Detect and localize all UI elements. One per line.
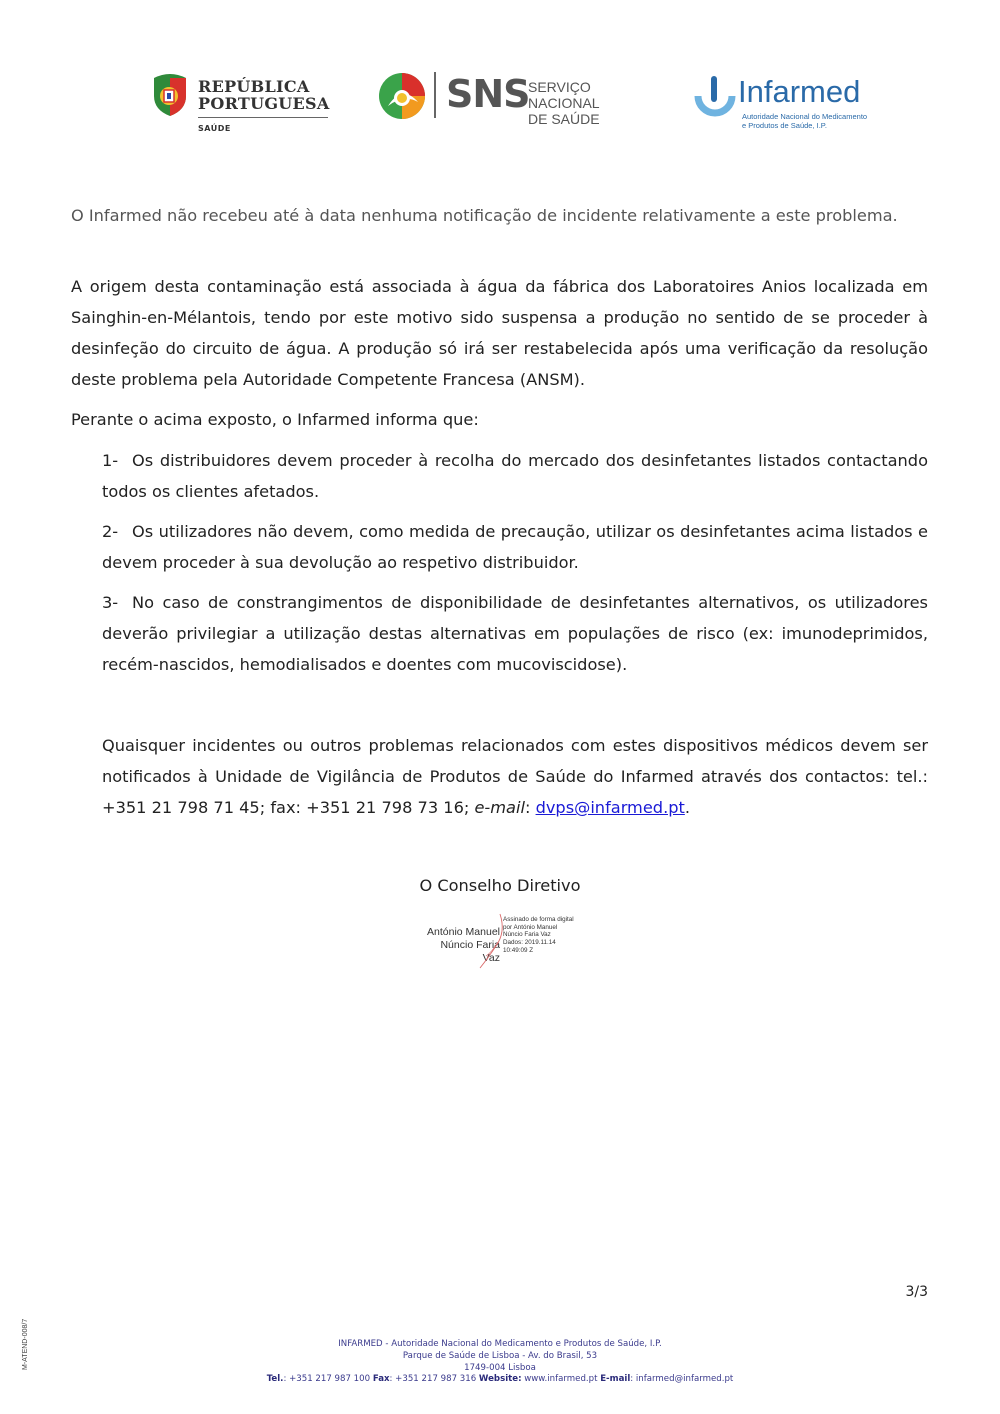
list-number: 1- bbox=[102, 451, 119, 470]
infarmed-logo bbox=[694, 72, 874, 136]
footer-fax-label: Fax bbox=[372, 1374, 390, 1385]
infarmed-subtitle bbox=[742, 112, 867, 130]
footer-contacts bbox=[0, 1374, 1000, 1386]
sns-separator bbox=[434, 72, 436, 118]
list-item bbox=[102, 587, 928, 680]
infarmed-name: Infarmed bbox=[738, 74, 861, 109]
infarmed-sub2: e Produtos de Saúde, I.P. bbox=[742, 121, 827, 130]
footer-fax: : +351 217 987 316 bbox=[389, 1374, 479, 1385]
list-text: No caso de constrangimentos de disponibilidade de desinfetantes alternativos, os utilizadores deverão privilegiar a utilização destas alternativas em populações de risco (ex: imunodeprimidos, recém-nascidos, hemodialisados e doentes com mucoviscidose). bbox=[102, 593, 928, 674]
footer-website[interactable]: www.infarmed.pt bbox=[521, 1374, 601, 1385]
sns-abbreviation: SNS bbox=[446, 72, 530, 116]
footer-line2: Parque de Saúde de Lisboa - Av. do Brasil, 53 bbox=[402, 1350, 598, 1361]
list-item bbox=[102, 516, 928, 578]
page-number: 3/3 bbox=[905, 1284, 928, 1300]
footer-tel: : +351 217 987 100 bbox=[283, 1374, 373, 1385]
signature-detail-line: 10:49:09 Z bbox=[503, 946, 534, 954]
footer-web-label: Website: bbox=[478, 1374, 522, 1385]
sns-line2: DE SAÚDE bbox=[528, 111, 600, 127]
list-text: Os utilizadores não devem, como medida de precaução, utilizar os desinfetantes acima listados e devem proceder à sua devolução ao respetivo distribuidor. bbox=[102, 522, 928, 572]
signoff: O Conselho Diretivo bbox=[419, 876, 581, 895]
republica-line2: PORTUGUESA bbox=[198, 94, 330, 113]
footer-tel-label: Tel. bbox=[266, 1374, 284, 1385]
email-label: e-mail bbox=[474, 798, 525, 817]
contact-end: . bbox=[684, 798, 690, 817]
signature-detail-line: Dados: 2019.11.14 bbox=[503, 939, 556, 947]
infarmed-logo-mark-icon bbox=[694, 74, 738, 118]
paragraph-intro-list: Perante o acima exposto, o Infarmed informa que: bbox=[71, 410, 479, 429]
signature-name-line1: António Manuel bbox=[427, 926, 500, 938]
paragraph-origin: A origem desta contaminação está associada à água da fábrica dos Laboratoires Anios localizada em Sainghin-en-Mélantois, tendo por este motivo sido suspensa a produção no sentido de se proceder à desinfeção do circuito de água. A produção só irá ser restabelecida após uma verificação da resolução deste problema pela Autoridade Competente Francesa (ANSM). bbox=[71, 277, 928, 389]
list-number: 3- bbox=[102, 593, 119, 612]
republica-line1: REPÚBLICA bbox=[198, 77, 310, 96]
digital-signature bbox=[424, 912, 594, 970]
footer-email-label: E-mail bbox=[600, 1374, 631, 1385]
republica-portuguesa-emblem-icon bbox=[152, 74, 188, 116]
page-footer bbox=[0, 1339, 1000, 1386]
sns-logo bbox=[378, 70, 648, 127]
signature-detail-line: Assinado de forma digital bbox=[503, 916, 574, 923]
republica-portuguesa-logo bbox=[152, 72, 332, 136]
footer-line3: 1749-004 Lisboa bbox=[464, 1362, 536, 1373]
infarmed-sub1: Autoridade Nacional do Medicamento bbox=[742, 112, 868, 121]
email-separator: : bbox=[524, 798, 536, 817]
header-logos bbox=[0, 68, 1000, 140]
sns-logo-mark-icon bbox=[378, 72, 426, 120]
contact-text: Quaisquer incidentes ou outros problemas relacionados com estes dispositivos médicos devem ser notificados à Unidade de Vigilância de Produtos de Saúde do Infarmed através dos contactos: tel.: +351 21 798 71 45; fax: +351 21 798 73 16; bbox=[102, 736, 928, 817]
paragraph-notification: O Infarmed não recebeu até à data nenhuma notificação de incidente relativamente a este problema. bbox=[71, 206, 898, 225]
republica-portuguesa-title bbox=[198, 78, 330, 112]
sns-line1: SERVIÇO NACIONAL bbox=[528, 79, 600, 111]
signature-detail-line: Núncio Faria Vaz bbox=[503, 931, 551, 939]
signature-name-line2: Núncio Faria Vaz bbox=[440, 939, 500, 964]
divider bbox=[198, 117, 328, 118]
list-text: Os distribuidores devem proceder à recolha do mercado dos desinfetantes listados contactando todos os clientes afetados. bbox=[102, 451, 928, 501]
document-code: M-ATEND-008/7 bbox=[22, 1318, 29, 1370]
list-number: 2- bbox=[102, 522, 119, 541]
signature-details bbox=[503, 916, 574, 955]
email-link[interactable]: dvps@infarmed.pt bbox=[535, 798, 685, 817]
footer-line1: INFARMED - Autoridade Nacional do Medicamento e Produtos de Saúde, I.P. bbox=[338, 1339, 662, 1349]
list-item bbox=[102, 445, 928, 507]
footer-email[interactable]: : infarmed@infarmed.pt bbox=[630, 1374, 734, 1385]
sns-fullname bbox=[528, 79, 648, 127]
signature-detail-line: por António Manuel bbox=[503, 923, 558, 931]
paragraph-contacts bbox=[102, 730, 928, 823]
republica-subtitle: SAÚDE bbox=[198, 124, 231, 133]
